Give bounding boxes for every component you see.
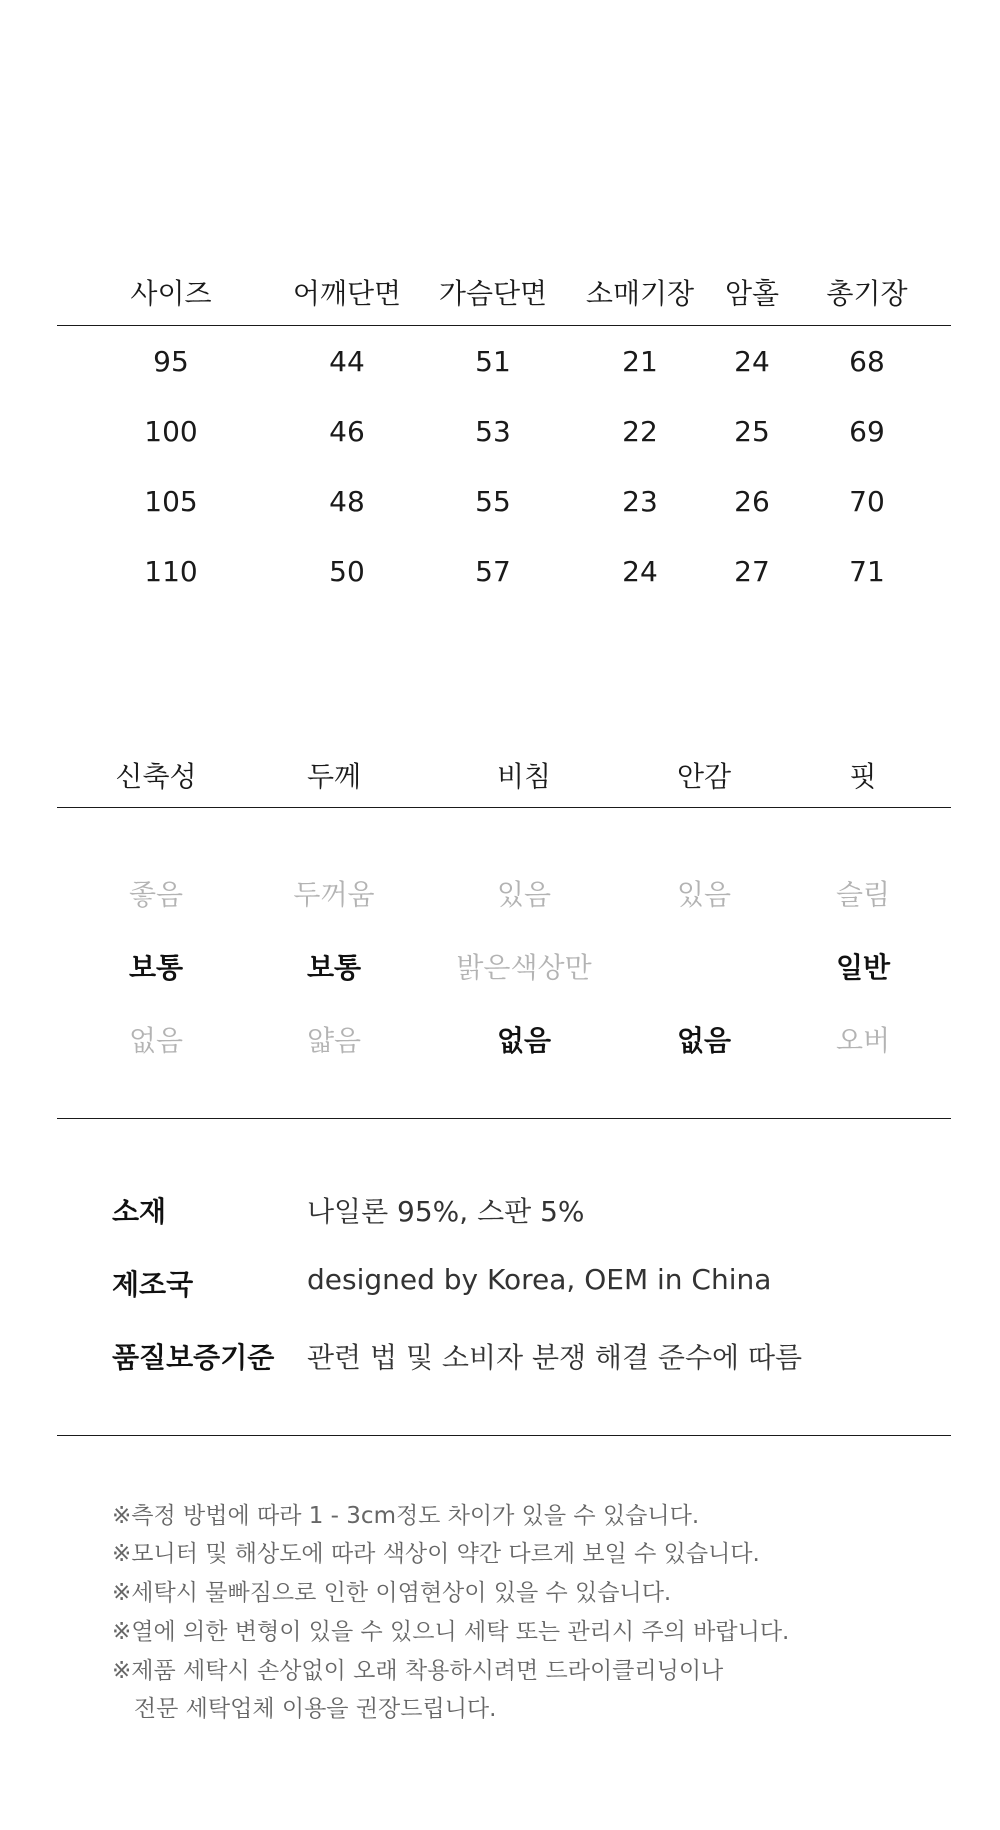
note-line: ※열에 의한 변형이 있을 수 있으니 세탁 또는 관리시 주의 바랍니다. xyxy=(112,1619,790,1645)
feature-option: 두꺼움 xyxy=(293,878,375,911)
section-divider xyxy=(57,1118,951,1119)
table-cell: 71 xyxy=(849,555,885,588)
table-cell: 21 xyxy=(622,345,658,378)
feature-option: 오버 xyxy=(835,1024,891,1057)
section-divider xyxy=(57,1435,951,1436)
note-line: ※측정 방법에 따라 1 - 3cm정도 차이가 있을 수 있습니다. xyxy=(112,1503,700,1529)
table-cell: 95 xyxy=(153,345,189,378)
note-line: ※제품 세탁시 손상없이 오래 착용하시려면 드라이클리닝이나 xyxy=(112,1658,724,1684)
table-cell: 50 xyxy=(329,555,365,588)
size-table-divider xyxy=(57,325,951,326)
chest-header: 가슴단면 xyxy=(438,277,548,310)
table-cell: 105 xyxy=(144,485,198,518)
length-header: 총기장 xyxy=(826,277,908,310)
note-line: ※세탁시 물빠짐으로 인한 이염현상이 있을 수 있습니다. xyxy=(112,1580,672,1606)
table-cell: 55 xyxy=(475,485,511,518)
table-cell: 23 xyxy=(622,485,658,518)
sleeve-header: 소매기장 xyxy=(585,277,695,310)
table-cell: 26 xyxy=(734,485,770,518)
feature-option: 얇음 xyxy=(306,1024,362,1057)
table-cell: 70 xyxy=(849,485,885,518)
armhole-header: 암홀 xyxy=(724,277,780,310)
feature-option: 있음 xyxy=(676,878,732,911)
table-cell: 57 xyxy=(475,555,511,588)
table-cell: 25 xyxy=(734,415,770,448)
table-cell: 110 xyxy=(144,555,198,588)
table-cell: 24 xyxy=(734,345,770,378)
origin-value: designed by Korea, OEM in China xyxy=(307,1263,772,1296)
feature-option: 좋음 xyxy=(128,878,184,911)
sheerness-header: 비침 xyxy=(496,760,552,793)
fit-header: 핏 xyxy=(849,760,877,793)
feature-option: 없음 xyxy=(496,1024,552,1057)
table-cell: 44 xyxy=(329,345,365,378)
note-line: 전문 세탁업체 이용을 권장드립니다. xyxy=(112,1696,497,1722)
shoulder-header: 어깨단면 xyxy=(292,277,402,310)
table-cell: 27 xyxy=(734,555,770,588)
feature-option: 보통 xyxy=(128,951,184,984)
elasticity-header: 신축성 xyxy=(115,760,197,793)
warranty-label: 품질보증기준 xyxy=(112,1341,275,1374)
table-cell: 24 xyxy=(622,555,658,588)
feature-option: 슬림 xyxy=(835,878,891,911)
warranty-value: 관련 법 및 소비자 분쟁 해결 준수에 따름 xyxy=(307,1341,803,1374)
lining-header: 안감 xyxy=(676,760,732,793)
material-label: 소재 xyxy=(112,1195,167,1228)
note-line: ※모니터 및 해상도에 따라 색상이 약간 다르게 보일 수 있습니다. xyxy=(112,1541,760,1567)
table-cell: 22 xyxy=(622,415,658,448)
table-cell: 69 xyxy=(849,415,885,448)
table-cell: 53 xyxy=(475,415,511,448)
origin-label: 제조국 xyxy=(112,1268,194,1301)
table-cell: 51 xyxy=(475,345,511,378)
thickness-header: 두께 xyxy=(306,760,362,793)
feature-option: 보통 xyxy=(306,951,362,984)
size-header: 사이즈 xyxy=(130,277,212,310)
table-cell: 48 xyxy=(329,485,365,518)
material-value: 나일론 95%, 스판 5% xyxy=(307,1195,585,1228)
table-cell: 46 xyxy=(329,415,365,448)
feature-option: 있음 xyxy=(496,878,552,911)
feature-option: 없음 xyxy=(128,1024,184,1057)
feature-table-divider xyxy=(57,807,951,808)
feature-option: 없음 xyxy=(676,1024,732,1057)
table-cell: 68 xyxy=(849,345,885,378)
feature-option: 일반 xyxy=(835,951,891,984)
feature-option: 밝은색상만 xyxy=(456,951,592,984)
table-cell: 100 xyxy=(144,415,198,448)
